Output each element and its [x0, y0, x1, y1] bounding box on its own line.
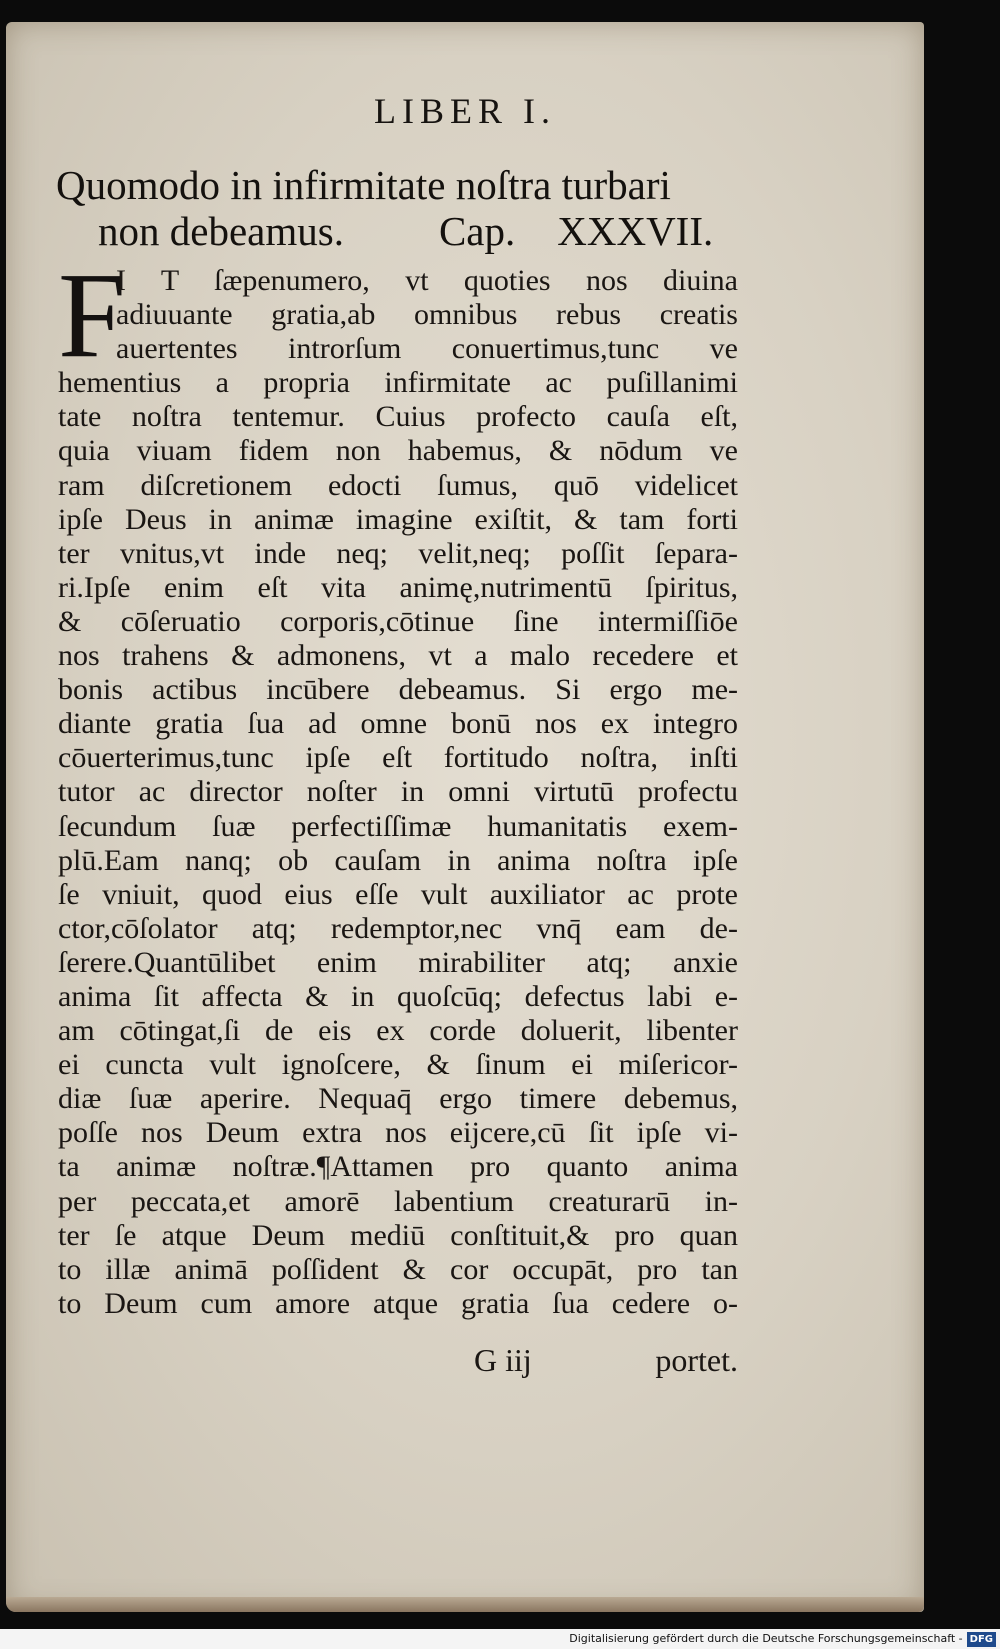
text-line: tutor ac director noſter in omni virtutū profectu [58, 775, 738, 809]
text-line: quia viuam fidem non habemus, & nōdum ve [58, 434, 738, 468]
page-footer [6, 1342, 738, 1382]
text-line: diæ ſuæ aperire. Nequaq̄ ergo timere debemus, [58, 1082, 738, 1116]
text-line: ſerere.Quantūlibet enim mirabiliter atq; anxie [58, 945, 738, 979]
text-line: ei cuncta vult ignoſcere, & ſinum ei miſericor- [58, 1048, 738, 1082]
text-line: nos trahens & admonens, vt a malo recedere et [58, 639, 738, 673]
text-line: ta animæ noſtræ.¶Attamen pro quanto anima [58, 1150, 738, 1184]
chapter-heading-line1: Quomodo in infirmitate noſtra turbari [56, 162, 671, 208]
chapter-cap-label: Cap. [438, 208, 516, 254]
text-line: to illæ animā poſſident & cor occupāt, pro tan [58, 1252, 738, 1286]
book-page [6, 22, 924, 1612]
text-line: anima ſit affecta & in quoſcūq; defectus labi e- [58, 979, 738, 1013]
text-line: diante gratia ſua ad omne bonū nos ex integro [58, 707, 738, 741]
text-line: ipſe Deus in animæ imagine exiſtit, & tam forti [58, 502, 738, 536]
text-line: ram diſcretionem edocti ſumus, quō videlicet [58, 468, 738, 502]
text-line: ſecundum ſuæ perfectiſſimæ humanitatis exem- [58, 809, 738, 843]
drop-cap: F [58, 248, 126, 383]
text-line: ter ſe atque Deum mediū conſtituit,& pro quan [58, 1218, 738, 1252]
chapter-heading-line2 [56, 208, 736, 254]
text-line: tate noſtra tentemur. Cuius profecto cauſa eſt, [58, 400, 738, 434]
chapter-number: XXXVII. [557, 208, 714, 254]
credit-text: Digitalisierung gefördert durch die Deutsche Forschungsgemeinschaft - [569, 1632, 963, 1645]
text-line: ctor,cōſolator atq; redemptor,nec vnq̄ eam de- [58, 911, 738, 945]
text-line: ri.Ipſe enim eſt vita animę,nutrimentū ſpiritus, [58, 570, 738, 604]
text-line: hementius a propria infirmitate ac puſillanimi [58, 366, 738, 400]
text-line: ſe vniuit, quod eius eſſe vult auxiliator ac prote [58, 877, 738, 911]
running-head: LIBER I. [374, 91, 556, 131]
text-line: adiuuante gratia,ab omnibus rebus creatis [116, 298, 738, 332]
text-line: cōuerterimus,tunc ipſe eſt fortitudo noſtra, inſti [58, 741, 738, 775]
text-line: per peccata,et amorē labentium creaturarū in- [58, 1184, 738, 1218]
text-line: ter vnitus,vt inde neq; velit,neq; poſſit ſepara- [58, 536, 738, 570]
credit-bar [0, 1629, 1000, 1649]
page-edge [6, 1597, 924, 1612]
text-line: am cōtingat,ſi de eis ex corde doluerit, libenter [58, 1014, 738, 1048]
text-line: to Deum cum amore atque gratia ſua cedere o- [58, 1286, 738, 1320]
text-line: auertentes introrſum conuertimus,tunc ve [116, 332, 738, 366]
dfg-logo-icon: DFG [967, 1632, 996, 1647]
chapter-heading [56, 162, 736, 254]
text-line: I T ſæpenumero, vt quoties nos diuina [116, 264, 738, 297]
text-line: plū.Eam nanq; ob cauſam in anima noſtra ipſe [58, 843, 738, 877]
chapter-heading-line2-text: non debeamus. [98, 208, 344, 254]
catchword: portet. [655, 1342, 738, 1378]
text-line: poſſe nos Deum extra nos eijcere,cū ſit ipſe vi- [58, 1116, 738, 1150]
signature-mark: G iij [474, 1342, 532, 1378]
text-line: & cōſeruatio corporis,cōtinue ſine intermiſſiōe [58, 604, 738, 638]
text-line: bonis actibus incūbere debeamus. Si ergo me- [58, 673, 738, 707]
body-text [58, 248, 738, 1321]
